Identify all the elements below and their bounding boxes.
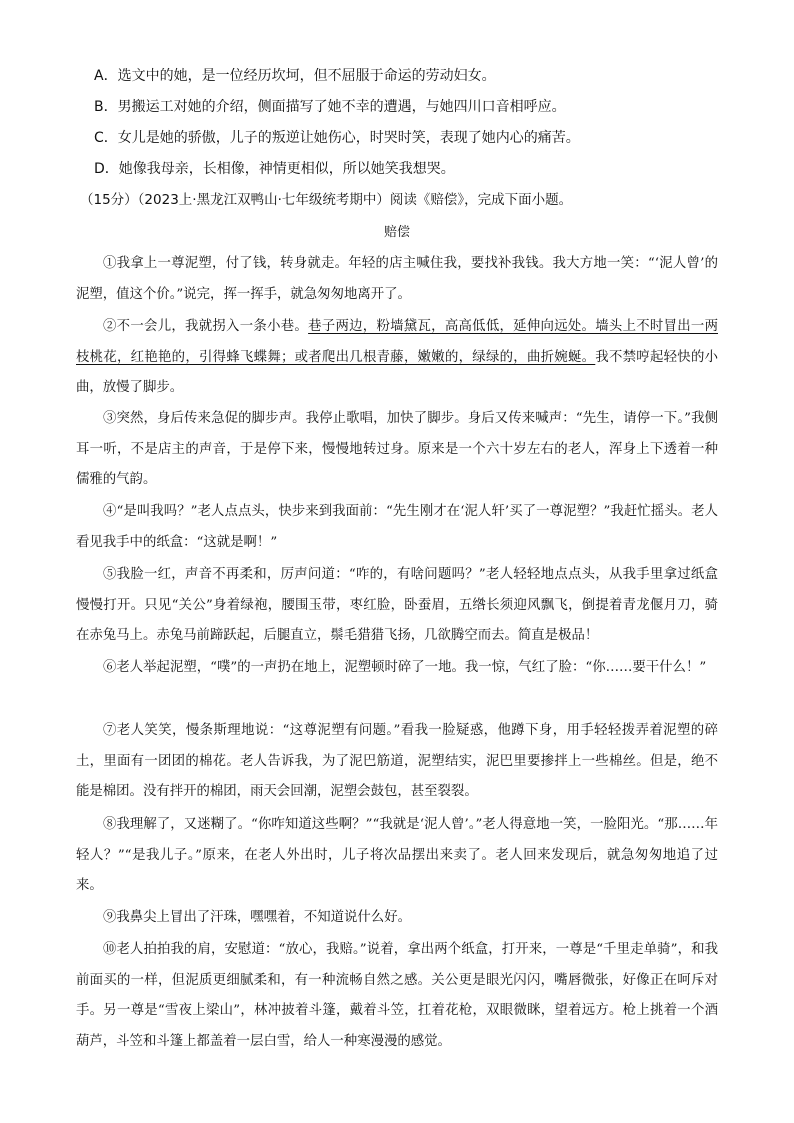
paragraph-1: ①我拿上一尊泥塑，付了钱，转身就走。年轻的店主喊住我，要找补我钱。我大方地一笑：“‘泥人曾’的泥塑，值这个价。”说完，挥一挥手，就急匆匆地离开了。 bbox=[76, 256, 718, 302]
paragraph-2 bbox=[76, 312, 718, 404]
paragraph-10: ⑩老人拍拍我的肩，安慰道：“放心，我赔。”说着，拿出两个纸盒，打开来，一尊是“千里走单骑”，和我前面买的一样，但泥质更细腻柔和，有一种流畅自然之感。关公更是眼光闪闪，嘴唇微张，好像正在呵斥对手。另一尊是“雪夜上梁山”，林冲披着斗篷，戴着斗笠，扛着花枪，双眼微眯，望着远方。枪上挑着一个酒葫芦，斗笠和斗篷上都盖着一层白雪，给人一种寒漫漫的感觉。 bbox=[76, 942, 718, 1049]
paragraph-8: ⑧我理解了，又迷糊了。“你咋知道这些啊？”“我就是‘泥人曾’。”老人得意地一笑，一脸阳光。“那……年轻人？”“是我儿子。”原来，在老人外出时，儿子将次品摆出来卖了。老人回来发现后，就急匆匆地追了过来。 bbox=[76, 817, 718, 893]
paragraph-9: ⑨我鼻尖上冒出了汗珠，嘿嘿着，不知道说什么好。 bbox=[103, 910, 411, 925]
option-d: D．她像我母亲，长相像，神情更相似，所以她笑我想哭。 bbox=[94, 161, 455, 177]
paragraph-6: ⑥老人举起泥塑，“噗”的一声扔在地上，泥塑顿时碎了一地。我一惊，气红了脸：“你……要干什么！” bbox=[103, 660, 707, 675]
option-a: A．选文中的她，是一位经历坎坷，但不屈服于命运的劳动妇女。 bbox=[94, 68, 496, 84]
story-title: 赔偿 bbox=[383, 225, 410, 240]
paragraph-4: ④“是叫我吗？”老人点点头，快步来到我面前：“先生刚才在‘泥人轩’买了一尊泥塑？”我赶忙摇头。老人看见我手中的纸盒：“这就是啊！” bbox=[76, 504, 718, 550]
paragraph-2-tail: 我不禁哼起轻快的小曲，放慢了脚步。 bbox=[76, 349, 719, 395]
paragraph-2-lead: ②不一会儿，我就拐入一条小巷。 bbox=[103, 319, 309, 334]
question-intro: （15分）（2023上·黑龙江双鸭山·七年级统考期中）阅读《赔偿》，完成下面小题。 bbox=[80, 192, 573, 208]
paragraph-3: ③突然，身后传来急促的脚步声。我停止歌唱，加快了脚步。身后又传来喊声：“先生，请停一下。”我侧耳一听，不是店主的声音，于是停下来，慢慢地转过身。原来是一个六十岁左右的老人，浑身上下透着一种儒雅的气韵。 bbox=[76, 411, 718, 487]
paragraph-7: ⑦老人笑笑，慢条斯理地说：“这尊泥塑有问题。”看我一脸疑惑，他蹲下身，用手轻轻拨弄着泥塑的碎土，里面有一团团的棉花。老人告诉我，为了泥巴筋道，泥塑结实，泥巴里要掺拌上一些棉丝。但是，绝不能是棉团。没有拌开的棉团，雨天会回潮，泥塑会鼓包，甚至裂裂。 bbox=[76, 723, 718, 799]
option-c: C．女儿是她的骄傲，儿子的叛逆让她伤心，时哭时笑，表现了她内心的痛苦。 bbox=[94, 130, 580, 146]
paragraph-5: ⑤我脸一红，声音不再柔和，厉声问道：“咋的，有啥问题吗？”老人轻轻地点点头，从我手里拿过纸盒慢慢打开。只见“关公”身着绿袍，腰围玉带，枣红脸，卧蚕眉，五绺长须迎风飘飞，倒提着青龙偃月刀，骑在赤兔马上。赤兔马前蹄跃起，后腿直立，鬃毛猎猎飞扬，几欲腾空而去。简直是极品！ bbox=[76, 567, 718, 643]
underlined-passage: 巷子两边，粉墙黛瓦，高高低低，延伸向远处。墙头上不时冒出一两枝桃花，红艳艳的，引得蜂飞蝶舞；或者爬出几根青藤，嫩嫩的，绿绿的，曲折婉蜒。 bbox=[76, 319, 718, 365]
option-b: B．男搬运工对她的介绍，侧面描写了她不幸的遭遇，与她四川口音相呼应。 bbox=[94, 99, 566, 115]
